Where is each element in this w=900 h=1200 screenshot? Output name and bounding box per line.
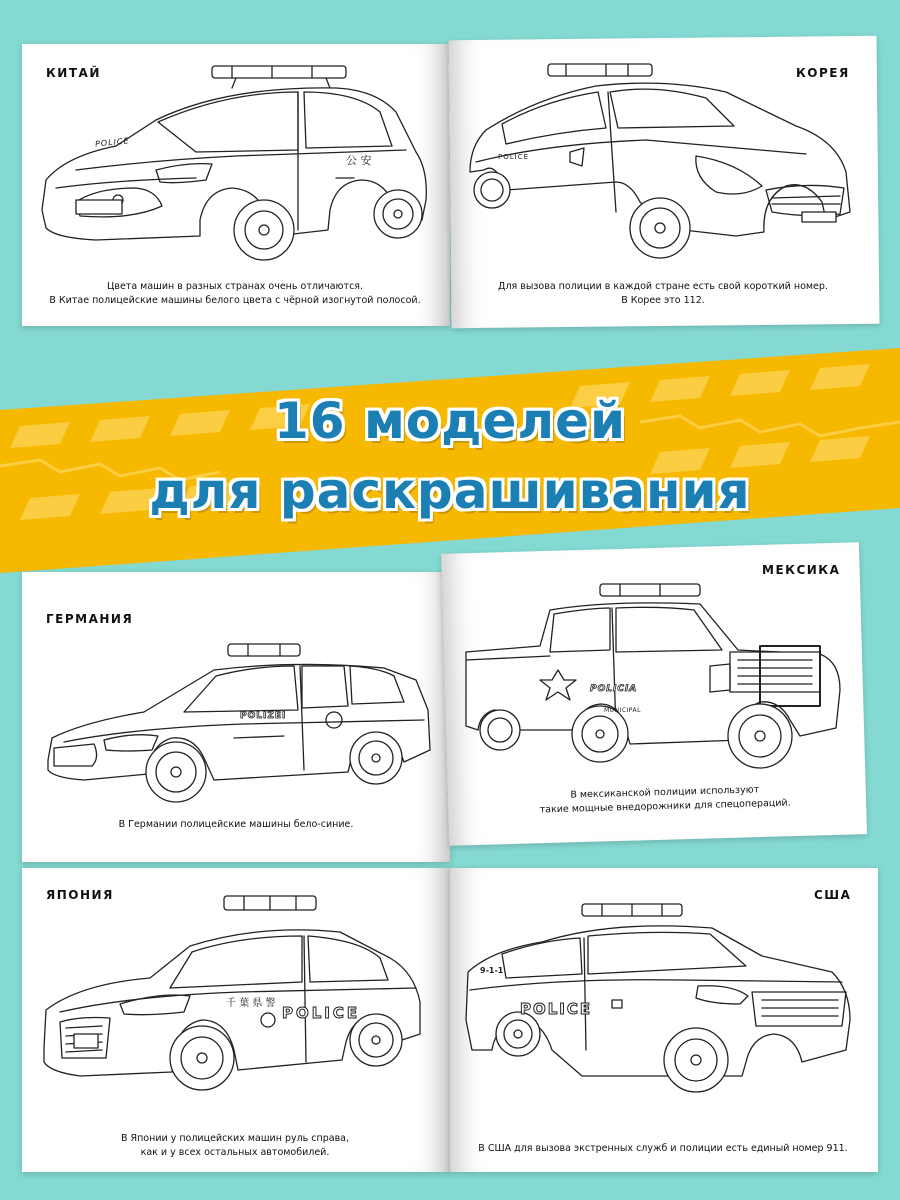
country-label-japan: ЯПОНИЯ (46, 888, 114, 902)
country-label-mexico: МЕКСИКА (762, 563, 841, 577)
car-text-mexico: POLICIA (590, 684, 638, 694)
caption-line: как и у всех остальных автомобилей. (140, 1147, 330, 1158)
caption-line: В Германии полицейские машины бело-синие. (118, 819, 354, 830)
car-drawing-korea (466, 62, 866, 272)
car-drawing-japan (40, 892, 430, 1102)
country-label-germany: ГЕРМАНИЯ (46, 612, 134, 626)
caption-line: такие мощные внедорожники для спецопераций. (539, 797, 791, 816)
svg-text:公 安: 公 安 (346, 154, 372, 167)
caption-china (36, 280, 434, 308)
headline-line-2: для раскрашивания (149, 462, 751, 520)
car-subtext-usa: 9-1-1 (480, 966, 504, 975)
caption-usa (464, 1142, 862, 1156)
caption-line: В Японии у полицейских машин руль справа, (120, 1133, 350, 1144)
car-text-germany: POLIZEI (240, 711, 287, 721)
car-text-korea: POLICE (498, 153, 530, 161)
car-drawing-china (36, 60, 436, 270)
car-text-usa: POLICE (520, 1000, 593, 1018)
country-label-korea: КОРЕЯ (796, 66, 850, 80)
caption-korea (464, 280, 862, 308)
caption-line: Для вызова полиции в каждой стране есть свой короткий номер. (498, 281, 828, 292)
caption-line: В США для вызова экстренных служб и полиции есть единый номер 911. (478, 1143, 848, 1154)
car-subtext-mexico: MUNICIPAL (604, 707, 641, 714)
car-text-china: POLICE (94, 136, 130, 149)
car-drawing-germany (44, 640, 434, 820)
country-label-usa: США (814, 888, 852, 902)
caption-line: В мексиканской полиции используют (570, 784, 760, 801)
caption-line: Цвета машин в разных странах очень отличаются. (106, 281, 364, 292)
car-text-japan: POLICE (282, 1004, 361, 1022)
car-drawing-mexico (460, 580, 850, 780)
headline-line-1: 16 моделей (273, 392, 627, 450)
caption-line: В Китае полицейские машины белого цвета с чёрной изогнутой полосой. (49, 295, 421, 306)
caption-japan (36, 1132, 434, 1160)
caption-line: В Корее это 112. (621, 295, 705, 306)
svg-text:千 葉 県 警: 千 葉 県 警 (226, 998, 276, 1009)
country-label-china: КИТАЙ (46, 66, 101, 80)
tire-track-banner (0, 348, 900, 573)
caption-germany (46, 818, 426, 832)
